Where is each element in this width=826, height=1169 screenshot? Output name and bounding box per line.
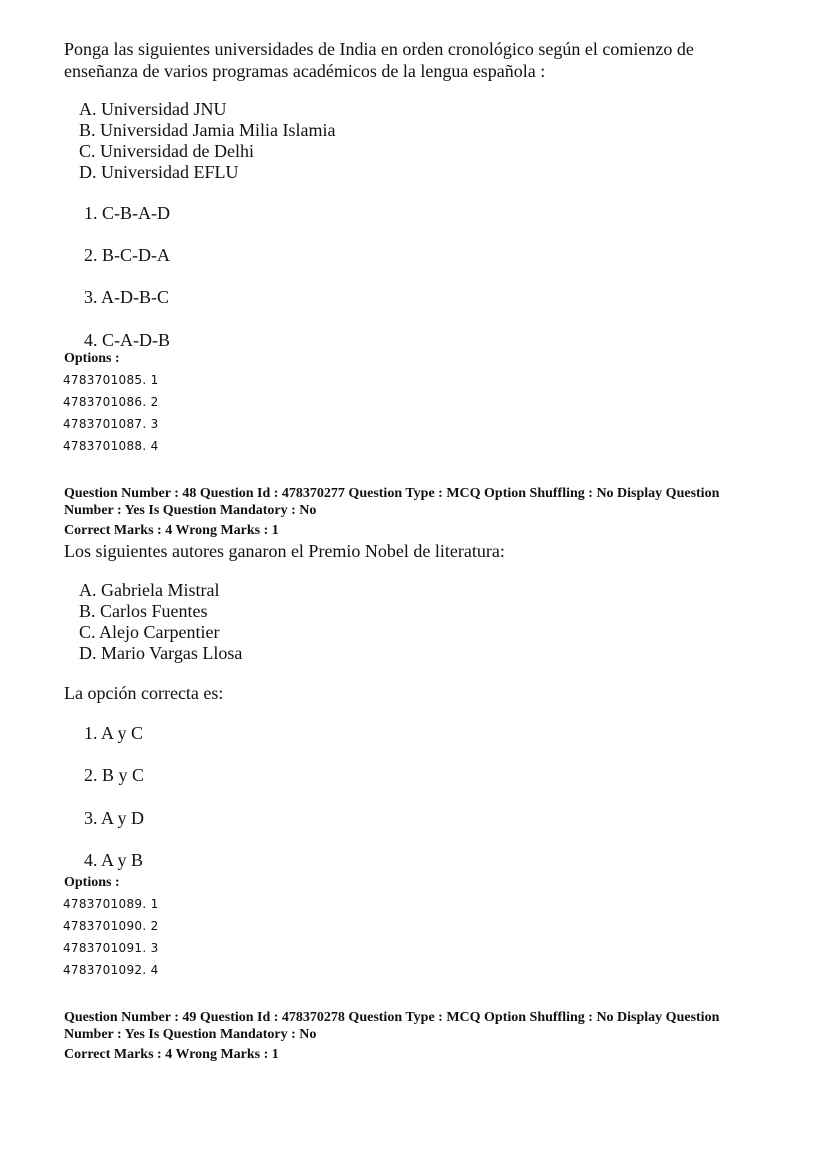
statement-d: D. Mario Vargas Llosa — [79, 643, 243, 663]
question-meta-line: Number : Yes Is Question Mandatory : No — [64, 503, 317, 518]
option-id: 4783701090. 2 — [63, 919, 159, 933]
marks-line: Correct Marks : 4 Wrong Marks : 1 — [64, 523, 279, 538]
question-text-line: Ponga las siguientes universidades de India en orden cronológico según el comienzo de — [64, 39, 694, 59]
option-id: 4783701089. 1 — [63, 897, 159, 911]
option-id: 4783701086. 2 — [63, 395, 159, 409]
option-id: 4783701087. 3 — [63, 417, 159, 431]
statement-a: A. Gabriela Mistral — [79, 580, 220, 600]
choice-3: 3. A y D — [84, 808, 145, 828]
statement-b: B. Carlos Fuentes — [79, 601, 208, 621]
question-meta-line: Number : Yes Is Question Mandatory : No — [64, 1027, 317, 1042]
statement-a: A. Universidad JNU — [79, 99, 227, 119]
option-id: 4783701088. 4 — [63, 439, 159, 453]
statement-d: D. Universidad EFLU — [79, 162, 239, 182]
options-label: Options : — [64, 351, 120, 366]
choice-4: 4. C-A-D-B — [84, 330, 170, 346]
option-id: 4783701091. 3 — [63, 941, 159, 955]
statement-c: C. Alejo Carpentier — [79, 622, 220, 642]
question-meta-line: Question Number : 48 Question Id : 478370277 Question Type : MCQ Option Shuffling : No Display Question — [64, 486, 720, 501]
choice-2: 2. B y C — [84, 765, 145, 785]
choice-2: 2. B-C-D-A — [84, 245, 170, 265]
option-id: 4783701085. 1 — [63, 373, 159, 387]
question-text-line: enseñanza de varios programas académicos de la lengua española : — [64, 61, 546, 81]
choice-1: 1. C-B-A-D — [84, 203, 170, 223]
answer-prompt: La opción correcta es: — [64, 683, 224, 703]
options-label: Options : — [64, 875, 120, 890]
choice-4: 4. A y B — [84, 850, 144, 870]
question-meta-line: Question Number : 49 Question Id : 478370278 Question Type : MCQ Option Shuffling : No Display Question — [64, 1010, 720, 1025]
choice-1: 1. A y C — [84, 723, 144, 743]
marks-line: Correct Marks : 4 Wrong Marks : 1 — [64, 1047, 279, 1062]
question-text: Los siguientes autores ganaron el Premio Nobel de literatura: — [64, 541, 505, 561]
option-id: 4783701092. 4 — [63, 963, 159, 977]
choice-3: 3. A-D-B-C — [84, 287, 169, 307]
statement-c: C. Universidad de Delhi — [79, 141, 254, 161]
statement-b: B. Universidad Jamia Milia Islamia — [79, 120, 336, 140]
